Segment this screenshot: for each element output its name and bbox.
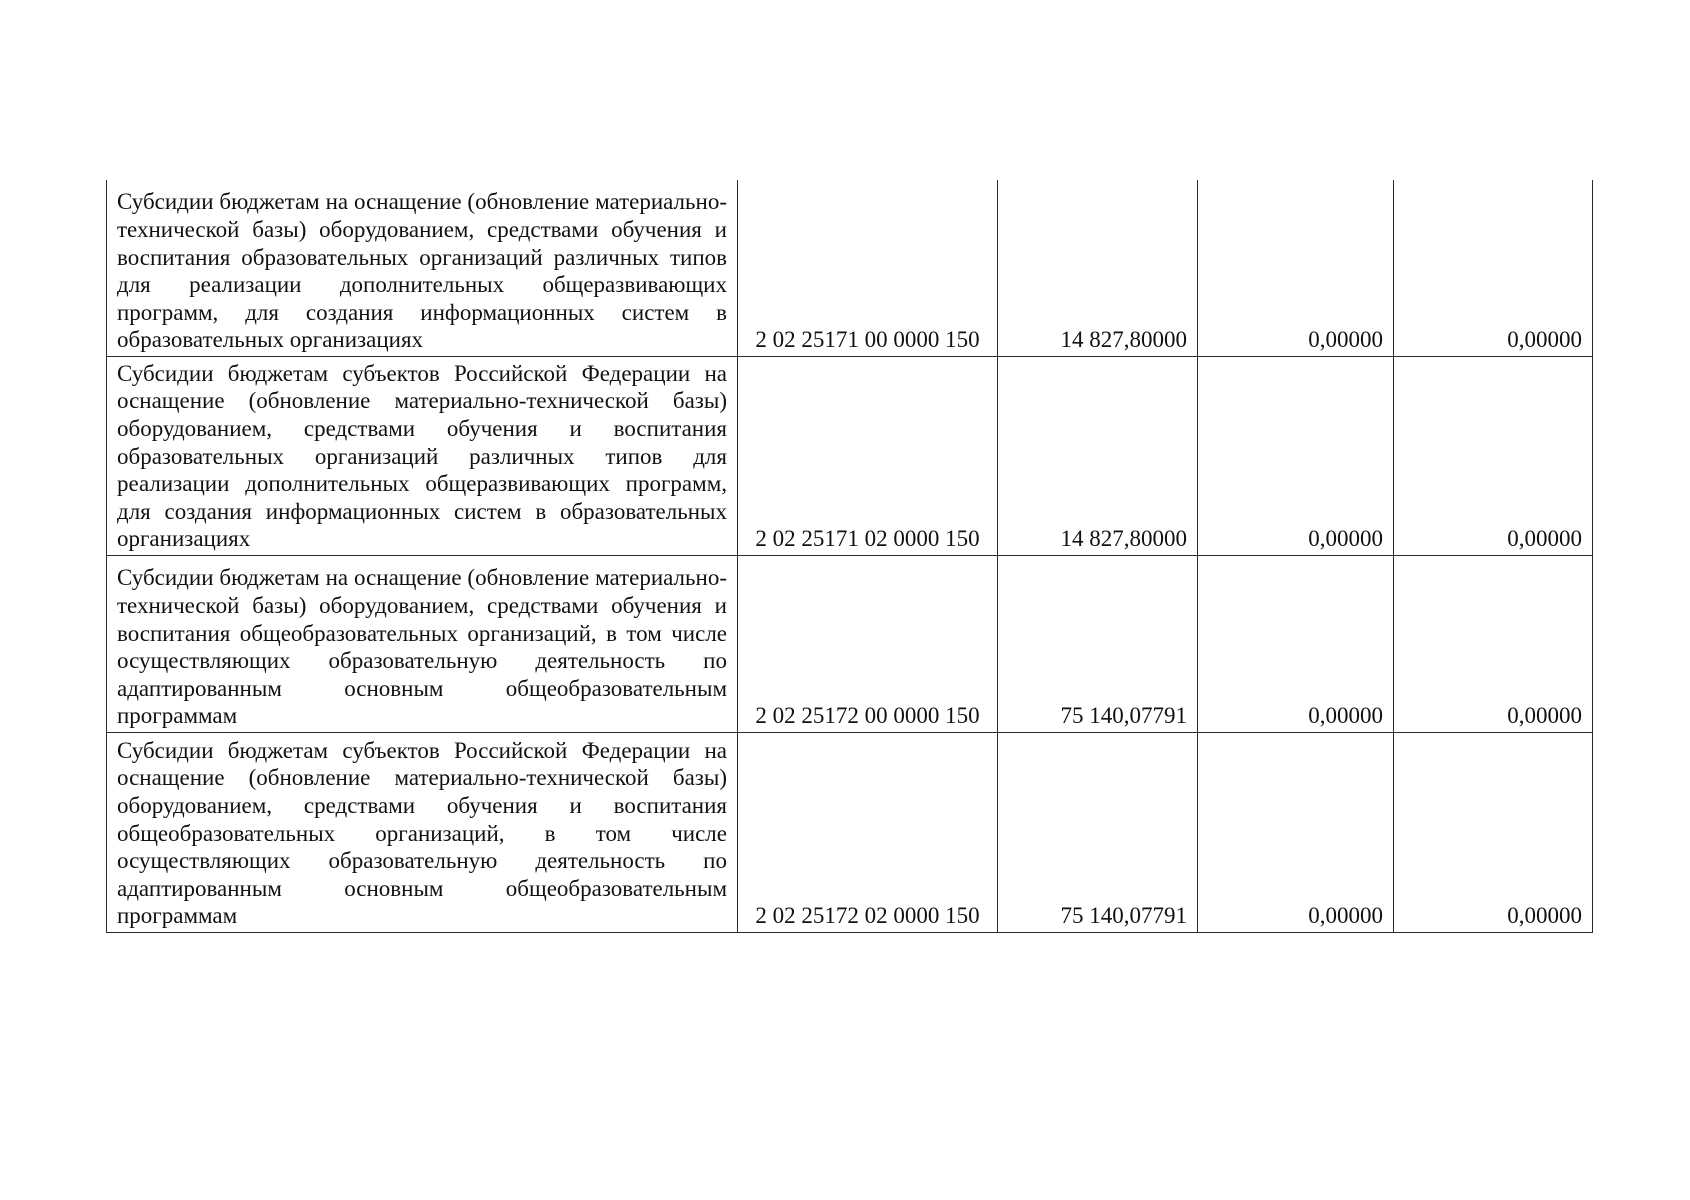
amount-cell: 14 827,80000: [998, 180, 1198, 357]
amount-cell: 0,00000: [1394, 556, 1593, 733]
amount-cell: 14 827,80000: [998, 357, 1198, 556]
amount-cell: 0,00000: [1394, 733, 1593, 933]
row-description: Субсидии бюджетам на оснащение (обновление материально-технической базы) оборудованием, средствами обучения и воспитания образовательных организаций различных типов для реализации дополнительных общеразвивающих программ, для создания информационных систем в образовательных организациях: [107, 180, 738, 357]
amount-cell: 0,00000: [1394, 357, 1593, 556]
amount-cell: 75 140,07791: [998, 556, 1198, 733]
table-row: [107, 556, 1593, 733]
row-description: Субсидии бюджетам субъектов Российской Федерации на оснащение (обновление материально-технической базы) оборудованием, средствами обучения и воспитания общеобразовательных организаций, в том числе осуществляющих образовательную деятельность по адаптированным основным общеобразовательным программам: [107, 733, 738, 933]
budget-classification-code: 2 02 25172 00 0000 150: [738, 556, 998, 733]
amount-cell: 75 140,07791: [998, 733, 1198, 933]
budget-classification-code: 2 02 25171 00 0000 150: [738, 180, 998, 357]
table-row: [107, 180, 1593, 357]
table-row: [107, 733, 1593, 933]
row-description: Субсидии бюджетам на оснащение (обновление материально-технической базы) оборудованием, средствами обучения и воспитания общеобразовательных организаций, в том числе осуществляющих образовательную деятельность по адаптированным основным общеобразовательным программам: [107, 556, 738, 733]
budget-classification-code: 2 02 25171 02 0000 150: [738, 357, 998, 556]
amount-cell: 0,00000: [1198, 556, 1394, 733]
budget-revenue-table: [106, 180, 1593, 933]
row-description: Субсидии бюджетам субъектов Российской Федерации на оснащение (обновление материально-технической базы) оборудованием, средствами обучения и воспитания образовательных организаций различных типов для реализации дополнительных общеразвивающих программ, для создания информационных систем в образовательных организациях: [107, 357, 738, 556]
amount-cell: 0,00000: [1198, 180, 1394, 357]
amount-cell: 0,00000: [1198, 357, 1394, 556]
budget-classification-code: 2 02 25172 02 0000 150: [738, 733, 998, 933]
table-row: [107, 357, 1593, 556]
amount-cell: 0,00000: [1394, 180, 1593, 357]
amount-cell: 0,00000: [1198, 733, 1394, 933]
